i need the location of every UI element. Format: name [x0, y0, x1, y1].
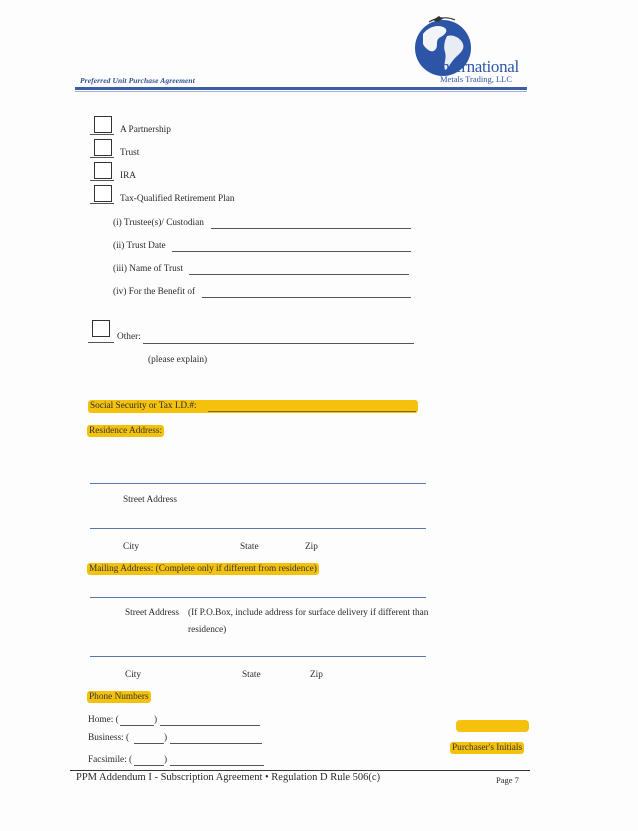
trust-name-field[interactable]: [189, 274, 409, 275]
ira-checkbox[interactable]: [94, 162, 112, 179]
other-note: (please explain): [148, 355, 208, 365]
mailing-state-label: State: [242, 670, 261, 680]
retirement-plan-checkbox[interactable]: [94, 185, 112, 202]
facsimile-area-code-field[interactable]: [134, 765, 164, 766]
trust-name-label: (iii) Name of Trust: [113, 264, 183, 274]
partnership-checkbox[interactable]: [94, 116, 112, 133]
home-area-code-field[interactable]: [120, 725, 154, 726]
purchaser-initials-label: Purchaser's Initials: [452, 743, 523, 753]
ssn-field[interactable]: [208, 411, 416, 412]
business-area-code-field[interactable]: [134, 743, 164, 744]
other-field[interactable]: [143, 343, 414, 344]
mailing-street-note-cont: residence): [188, 625, 227, 635]
trust-date-label: (ii) Trust Date: [113, 241, 166, 251]
business-paren-close: ): [164, 733, 168, 743]
option-label-partnership: A Partnership: [120, 125, 171, 135]
facsimile-label: Facsimile: (: [88, 755, 133, 765]
logo-subtitle: Metals Trading, LLC: [440, 74, 513, 84]
home-phone-label: Home: (: [88, 715, 119, 725]
residence-city-label: City: [123, 542, 140, 552]
mailing-street-label: Street Address: [125, 608, 179, 618]
footer-rule: [70, 770, 530, 771]
mailing-city-label: City: [125, 670, 142, 680]
trustee-custodian-label: (i) Trustee(s)/ Custodian: [113, 218, 204, 228]
checkbox-underline: [90, 203, 114, 204]
other-label: Other:: [117, 332, 141, 342]
mailing-city-state-zip-field[interactable]: [90, 656, 426, 657]
business-phone-label: Business: (: [88, 733, 130, 743]
checkbox-underline: [88, 342, 114, 343]
page-number: Page 7: [496, 775, 519, 785]
other-checkbox[interactable]: [92, 320, 110, 337]
home-phone-field[interactable]: [160, 725, 260, 726]
checkbox-underline: [90, 180, 114, 181]
trust-date-field[interactable]: [172, 251, 411, 252]
header-rule-thin: [75, 91, 527, 92]
benefit-of-label: (iv) For the Benefit of: [113, 287, 196, 297]
trust-checkbox[interactable]: [94, 139, 112, 156]
residence-state-label: State: [240, 542, 259, 552]
home-paren-close: ): [154, 715, 158, 725]
option-label-retirement-plan: Tax-Qualified Retirement Plan: [120, 194, 235, 204]
trustee-custodian-field[interactable]: [211, 228, 411, 229]
checkbox-underline: [90, 134, 114, 135]
business-phone-field[interactable]: [170, 743, 262, 744]
mailing-zip-label: Zip: [310, 670, 323, 680]
mailing-street-note: (If P.O.Box, include address for surface delivery if different than: [188, 608, 429, 618]
option-label-trust: Trust: [120, 148, 140, 158]
residence-street-field[interactable]: [90, 483, 426, 484]
residence-street-label: Street Address: [123, 495, 177, 505]
benefit-of-field[interactable]: [202, 297, 411, 298]
purchaser-initials-field[interactable]: [456, 720, 529, 732]
residence-address-label: Residence Address:: [89, 426, 163, 436]
ssn-label: Social Security or Tax I.D.#:: [90, 401, 197, 411]
facsimile-paren-close: ): [164, 755, 168, 765]
residence-zip-label: Zip: [305, 542, 318, 552]
document-title: Preferred Unit Purchase Agreement: [80, 76, 195, 85]
mailing-street-field[interactable]: [90, 597, 426, 598]
mailing-address-label: Mailing Address: (Complete only if different from residence): [89, 564, 317, 574]
logo-wordmark: International: [436, 57, 519, 76]
phone-numbers-label: Phone Numbers: [89, 692, 149, 702]
facsimile-field[interactable]: [170, 765, 264, 766]
footer-text: PPM Addendum I - Subscription Agreement • Regulation D Rule 506(c): [76, 772, 381, 783]
option-label-ira: IRA: [120, 171, 137, 181]
checkbox-underline: [90, 157, 114, 158]
residence-city-state-zip-field[interactable]: [90, 528, 426, 529]
